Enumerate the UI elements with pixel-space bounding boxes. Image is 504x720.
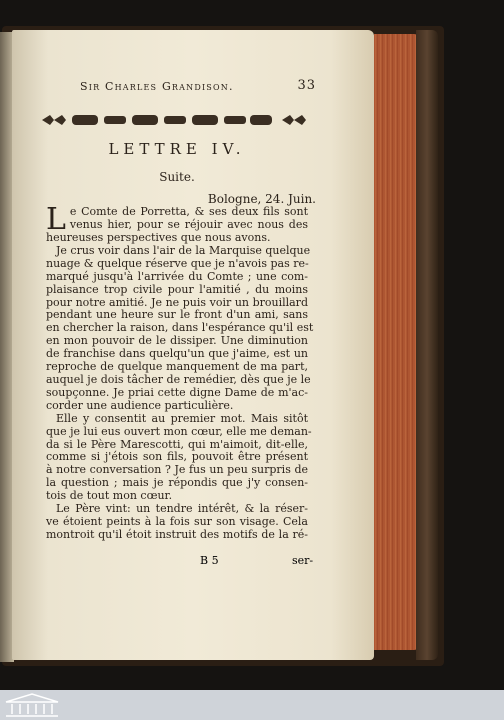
- text-line: en mon pouvoir de le dissiper. Une diminution: [46, 334, 308, 348]
- catchword: ser-: [292, 554, 314, 567]
- text-line: plaisance trop civile pour l'amitié , du moins: [46, 282, 308, 296]
- text-line: soupçonne. Je priai cette digne Dame de m'ac-: [46, 385, 308, 399]
- text-line: Le Père vint: un tendre intérêt, & la réser-: [56, 502, 308, 516]
- ornament-band-icon: [40, 112, 310, 128]
- text-line: comme si j'étois son fils, pouvoit être présent: [46, 450, 308, 464]
- page-number: 33: [297, 78, 316, 93]
- signature-mark: B 5: [200, 554, 219, 567]
- text-line: da si le Père Marescotti, qui m'aimoit, dit-elle,: [46, 437, 308, 451]
- text-line: reproche de quelque manquement de ma part,: [46, 360, 308, 374]
- body-text: [46, 243, 314, 542]
- page-fore-edge: [374, 34, 418, 650]
- drop-cap: L: [46, 202, 66, 237]
- page-content: [46, 78, 316, 542]
- text-line: Je crus voir dans l'air de la Marquise quelque: [56, 243, 311, 257]
- text-line: de franchise dans quelqu'un que j'aime, est un: [46, 347, 308, 361]
- text-line: à notre conversation ? Je fus un peu surpris de: [46, 463, 308, 477]
- text-line: corder une audience particulière.: [46, 398, 234, 412]
- text-line: auquel je dois tâcher de remédier, dès que je le: [46, 372, 311, 386]
- footer-bar: [0, 690, 504, 720]
- subheading: Suite.: [159, 170, 195, 184]
- text-line: Elle y consentit au premier mot. Mais sitôt: [56, 411, 308, 425]
- text-line: nuage & quelque réserve que je n'avois pas re-: [46, 256, 309, 270]
- opening-paragraph: [46, 202, 308, 245]
- text-line: pour notre amitié. Je ne puis voir un brouillard: [46, 295, 308, 309]
- text-line: venus hier, pour se réjouir avec nous des: [69, 217, 308, 231]
- text-line: e Comte de Porretta, & ses deux fils sont: [69, 205, 308, 218]
- dateline: Bologne, 24. Juin.: [207, 192, 316, 206]
- text-line: tois de tout mon cœur.: [46, 489, 173, 503]
- running-head-title: Sir Charles Grandison.: [80, 80, 234, 93]
- letter-heading: LETTRE IV.: [108, 140, 246, 158]
- text-line: ve étoient peints à la fois sur son visage. Cela: [46, 514, 308, 528]
- text-line: heureuses perspectives que nous avons.: [46, 231, 271, 244]
- text-line: que je lui eus ouvert mon cœur, elle me deman-: [46, 424, 312, 438]
- text-line: marqué jusqu'à l'arrivée du Comte ; une com-: [46, 269, 308, 283]
- text-line: la question ; mais je répondis que j'y consen-: [46, 476, 308, 490]
- book-cover-edge: [416, 30, 438, 660]
- text-line: pendant une heure sur le front d'un ami, sans: [46, 308, 308, 322]
- library-building-icon: [2, 692, 62, 718]
- text-line: en chercher la raison, dans l'espérance qu'il est: [46, 321, 314, 335]
- text-line: montroit qu'il étoit instruit des motifs de la ré-: [46, 527, 308, 541]
- running-head: [46, 78, 316, 98]
